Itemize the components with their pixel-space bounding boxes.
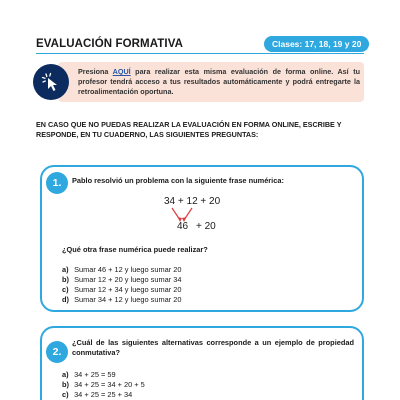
option-letter: b) — [62, 380, 69, 389]
cursor-click-icon — [33, 64, 69, 100]
question-1-option-d[interactable] — [62, 295, 182, 304]
option-letter: c) — [62, 390, 69, 399]
instructions: EN CASO QUE NO PUEDAS REALIZAR LA EVALUACIÓN EN FORMA ONLINE, ESCRIBE Y RESPONDE, EN TU CUADERNO, LAS SIGUIENTES PREGUNTAS: — [36, 120, 342, 139]
page-title: EVALUACIÓN FORMATIVA — [36, 38, 184, 50]
banner-text-after: para realizar esta misma evaluación de forma online. Así tu profesor tendrá acceso a tus resultados automáticamente y podrá entregarte la retroalimentación oportuna. — [78, 67, 361, 96]
expression-bottom-sum: 46 — [177, 221, 189, 232]
option-text: Sumar 46 + 12 y luego sumar 20 — [74, 265, 182, 274]
option-letter: c) — [62, 285, 69, 294]
banner-text-before: Presiona — [78, 67, 113, 76]
question-2-prompt: ¿Cuál de las siguientes alternativas corresponde a un ejemplo de propiedad conmutativa? — [72, 338, 354, 357]
option-text: 34 + 25 = 25 + 34 — [74, 390, 133, 399]
option-text: Sumar 12 + 34 y luego sumar 20 — [74, 285, 182, 294]
question-1-option-a[interactable] — [62, 265, 182, 274]
option-text: 34 + 25 = 59 — [74, 370, 116, 379]
option-letter: a) — [62, 370, 69, 379]
option-text: Sumar 34 + 12 y luego sumar 20 — [74, 295, 182, 304]
option-letter: d) — [62, 295, 69, 304]
question-1-prompt: Pablo resolvió un problema con la siguiente frase numérica: — [72, 176, 284, 185]
online-evaluation-link[interactable]: AQUÍ — [112, 67, 131, 76]
question-2-option-c[interactable] — [62, 390, 132, 399]
question-1-subquestion: ¿Qué otra frase numérica puede realizar? — [62, 245, 208, 254]
question-2-option-b[interactable] — [62, 380, 145, 389]
option-text: 34 + 25 = 34 + 20 + 5 — [74, 380, 145, 389]
question-1-number: 1. — [46, 172, 68, 194]
classes-badge: Clases: 17, 18, 19 y 20 — [264, 36, 369, 52]
banner-text — [78, 67, 360, 97]
online-evaluation-banner — [58, 62, 364, 102]
expression-top: 34 + 12 + 20 — [164, 196, 221, 207]
option-letter: b) — [62, 275, 69, 284]
option-text: Sumar 12 + 20 y luego sumar 34 — [74, 275, 182, 284]
expression-bottom-rest: + 20 — [196, 221, 216, 232]
question-1-option-b[interactable] — [62, 275, 182, 284]
option-letter: a) — [62, 265, 69, 274]
title-divider — [36, 53, 364, 54]
question-1-option-c[interactable] — [62, 285, 182, 294]
question-2-option-a[interactable] — [62, 370, 116, 379]
question-2-number: 2. — [46, 341, 68, 363]
